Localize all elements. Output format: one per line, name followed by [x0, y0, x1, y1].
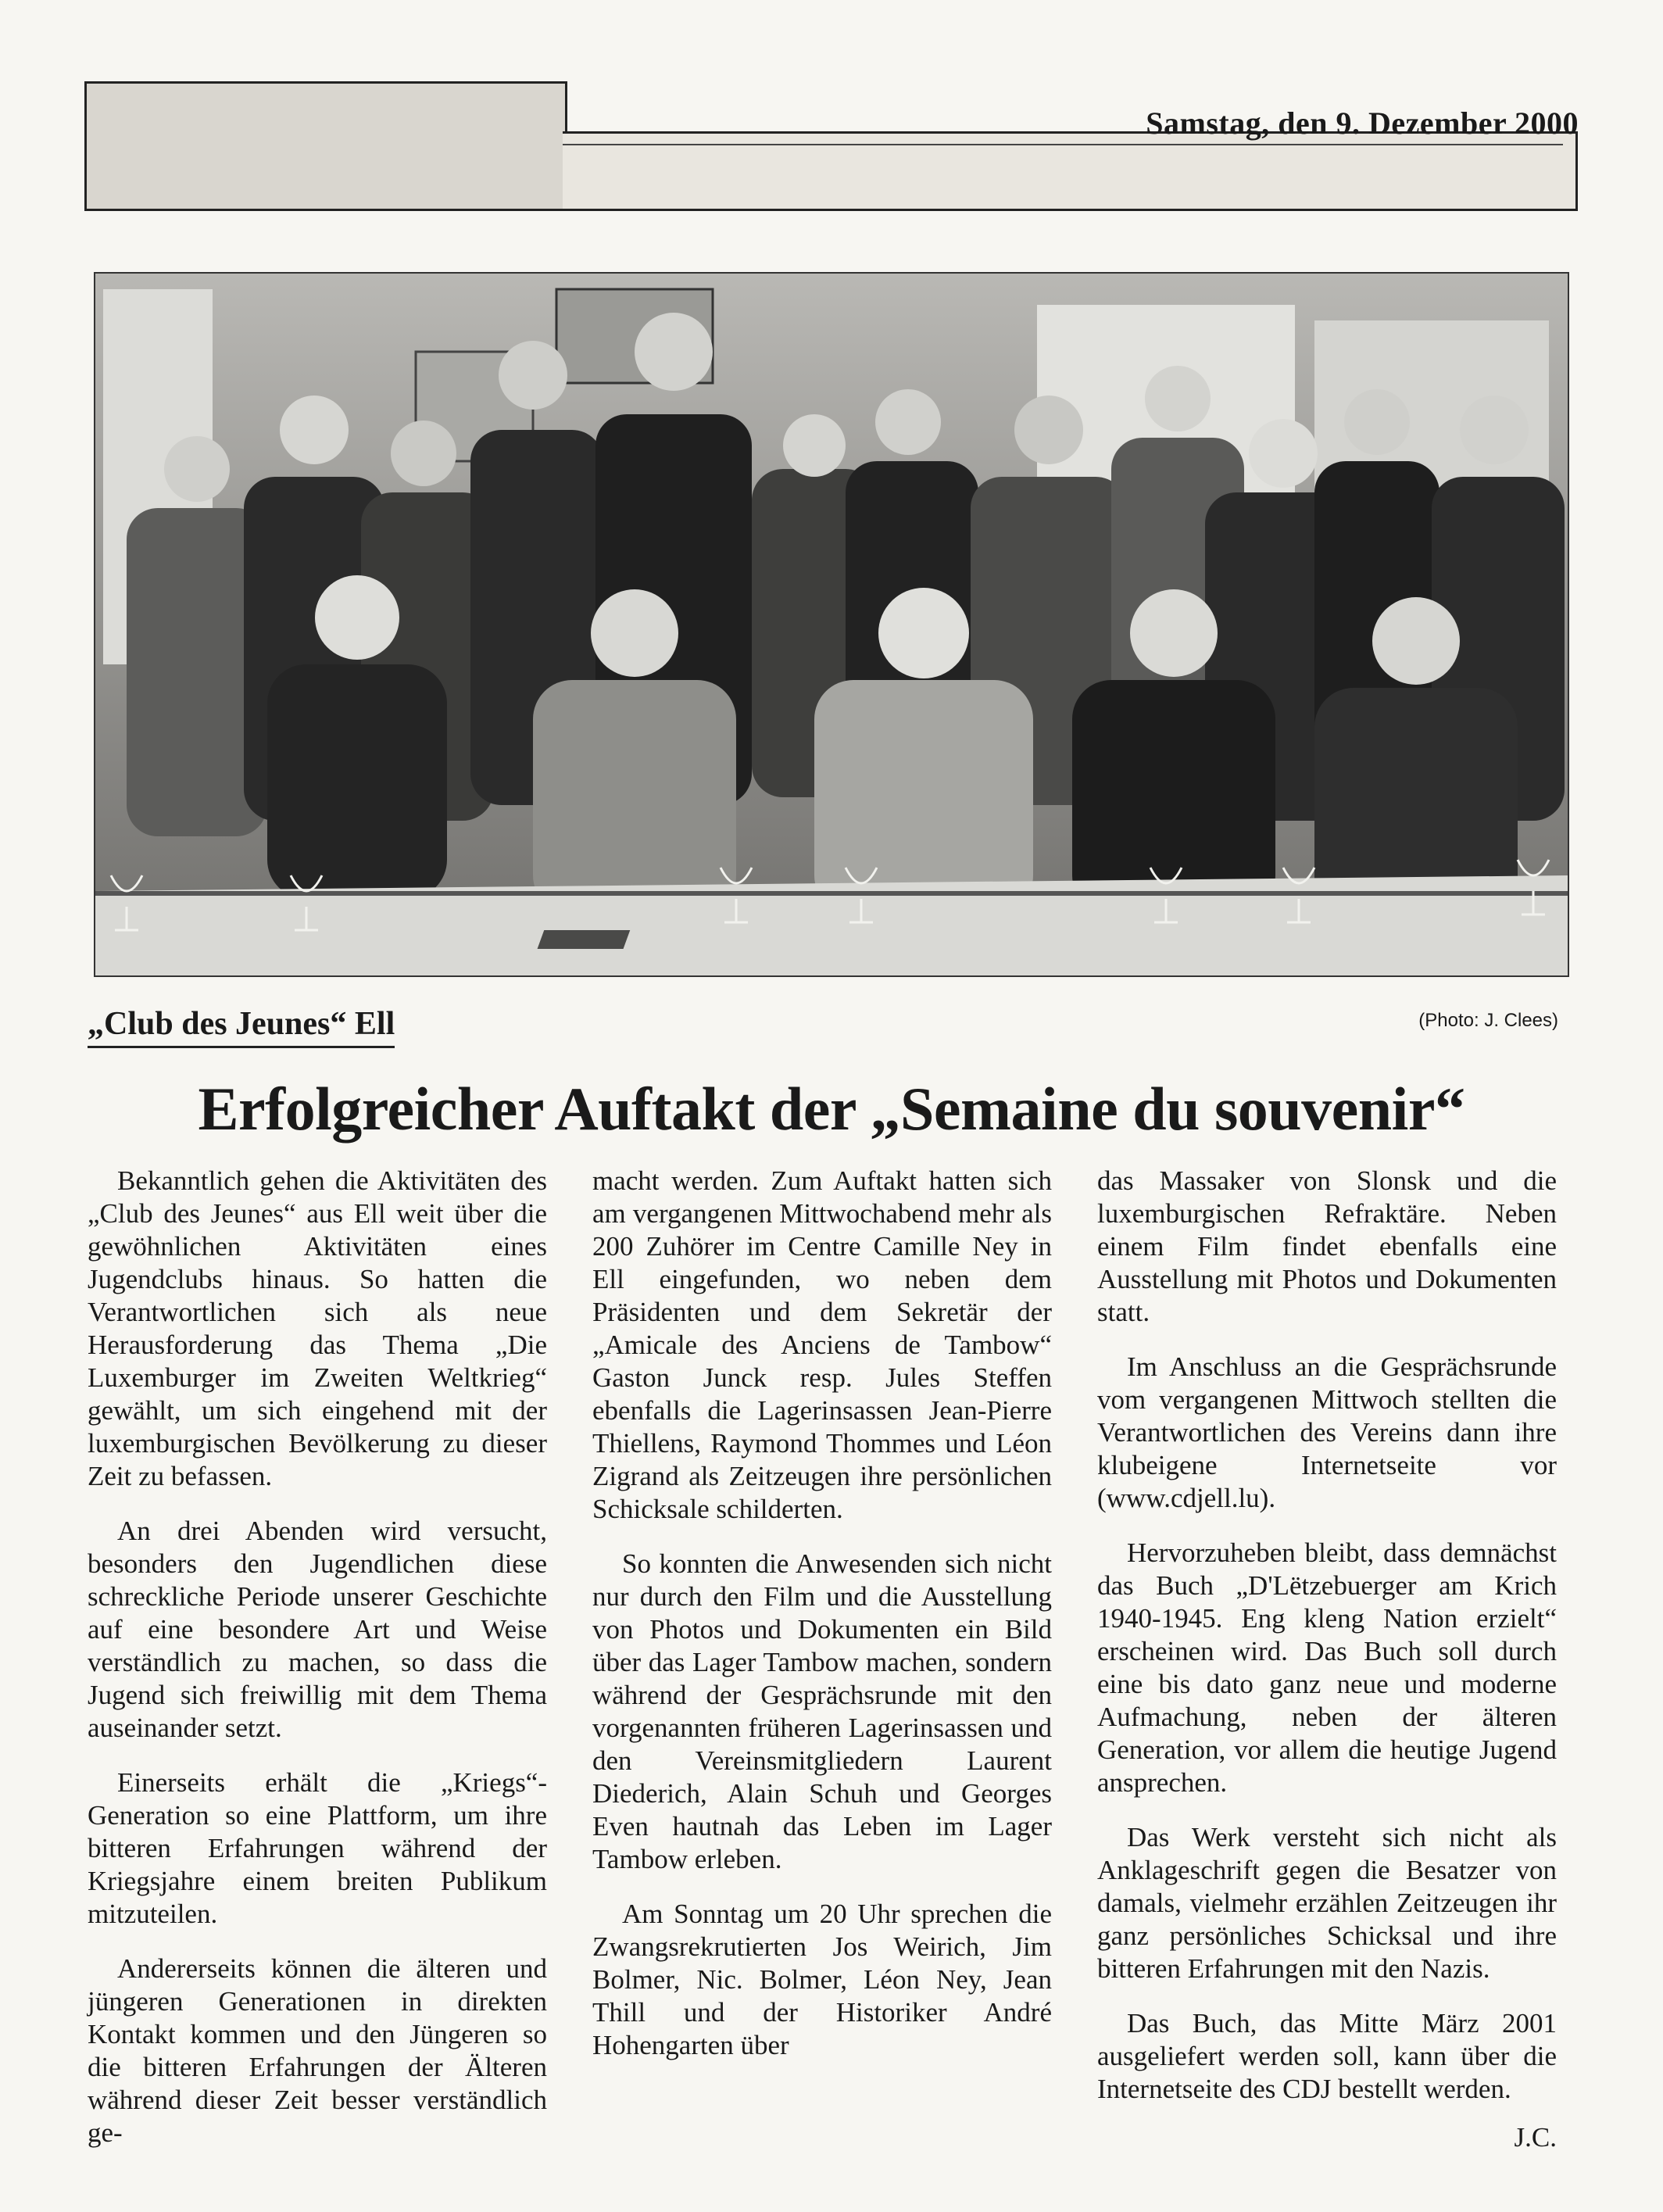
group-photo-image	[95, 274, 1568, 975]
article-kicker: „Club des Jeunes“ Ell	[88, 1005, 395, 1048]
paragraph: Am Sonntag um 20 Uhr sprechen die Zwangsrekrutierten Jos Weirich, Jim Bolmer, Nic. Bolmer, Léon Ney, Jean Thill und der Historiker André Hohengarten über	[592, 1899, 1052, 2060]
article-body	[88, 1165, 1557, 2153]
paragraph: das Massaker von Slonsk und die luxemburgischen Refraktäre. Neben einem Film findet ebenfalls eine Ausstellung mit Photos und Dokumenten statt.	[1097, 1165, 1557, 1327]
photo-credit: (Photo: J. Clees)	[1418, 1010, 1558, 1031]
article-column-2	[592, 1165, 1052, 2126]
paragraph: Bekanntlich gehen die Aktivitäten des „Club des Jeunes“ aus Ell weit über die gewöhnlichen Aktivitäten eines Jugendclubs hinaus. So hatten die Verantwortlichen sich als neue Herausforderung das Thema „Die Luxemburger im Zweiten Weltkrieg“ gewählt, um sich eingehend mit der luxemburgischen Bevölkerung zu dieser Zeit zu befassen.	[88, 1165, 547, 1491]
paragraph: Andererseits können die älteren und jüngeren Generationen in direkten Kontakt kommen und den Jüngeren so die bitteren Erfahrungen der Älteren während dieser Zeit besser verständlich ge-	[88, 1953, 547, 2148]
article-column-3	[1097, 1165, 1557, 2153]
issue-date: Samstag, den 9. Dezember 2000	[1146, 106, 1579, 141]
paragraph: An drei Abenden wird versucht, besonders den Jugendlichen diese schreckliche Periode unserer Geschichte auf eine besondere Art und Weise verständlich zu machen, so dass die Jugend sich freiwillig mit dem Thema auseinander setzt.	[88, 1516, 547, 1743]
article-headline: Erfolgreicher Auftakt der „Semaine du souvenir“	[198, 1075, 1465, 1143]
paragraph: Das Werk versteht sich nicht als Anklageschrift gegen die Besatzer von damals, vielmehr erzählen Zeitzeugen ihr ganz persönliches Schicksal und ihre bitteren Erfahrungen mit den Nazis.	[1097, 1822, 1557, 1984]
group-photo	[94, 272, 1569, 977]
paragraph: So konnten die Anwesenden sich nicht nur durch den Film und die Ausstellung von Photos und Dokumenten ein Bild über das Lager Tambow machen, sondern während der Gesprächsrunde mit den vorgenannten früheren Lagerinsassen und den Vereinsmitgliedern Laurent Diederich, Alain Schuh und Georges Even hautnah das Leben im Lager Tambow erleben.	[592, 1548, 1052, 1874]
article-column-1	[88, 1165, 547, 2148]
paragraph: Das Buch, das Mitte März 2001 ausgeliefert werden soll, kann über die Internetseite des CDJ bestellt werden.	[1097, 2008, 1557, 2104]
paragraph: macht werden. Zum Auftakt hatten sich am vergangenen Mittwochabend mehr als 200 Zuhörer im Centre Camille Ney in Ell eingefunden, wo neben dem Präsidenten und dem Sekretär der „Amicale des Anciens de Tambow“ Gaston Junck resp. Jules Steffen ebenfalls die Lagerinsassen Jean-Pierre Thiellens, Raymond Thommes und Léon Zigrand als Zeitzeugen ihre persönlichen Schicksale schilderten.	[592, 1165, 1052, 1524]
header-band-rule	[563, 144, 1563, 202]
author-signature: J.C.	[1514, 2122, 1557, 2153]
header-band-left	[84, 81, 567, 211]
paragraph: Einerseits erhält die „Kriegs“-Generation so eine Plattform, um ihre bitteren Erfahrungen während der Kriegsjahre einem breiten Publikum mitzuteilen.	[88, 1767, 547, 1929]
header-band	[84, 81, 1579, 206]
paragraph: Hervorzuheben bleibt, dass demnächst das Buch „D'Lëtzebuerger am Krich 1940-1945. Eng kleng Nation erzielt“ erscheinen wird. Das Buch soll durch eine bis dato ganz neue und moderne Aufmachung, neben der älteren Generation, vor allem die heutige Jugend ansprechen.	[1097, 1537, 1557, 1798]
paragraph: Im Anschluss an die Gesprächsrunde vom vergangenen Mittwoch stellten die Verantwortlichen des Vereins dann ihre klubeigene Internetseite vor (www.cdjell.lu).	[1097, 1351, 1557, 1513]
